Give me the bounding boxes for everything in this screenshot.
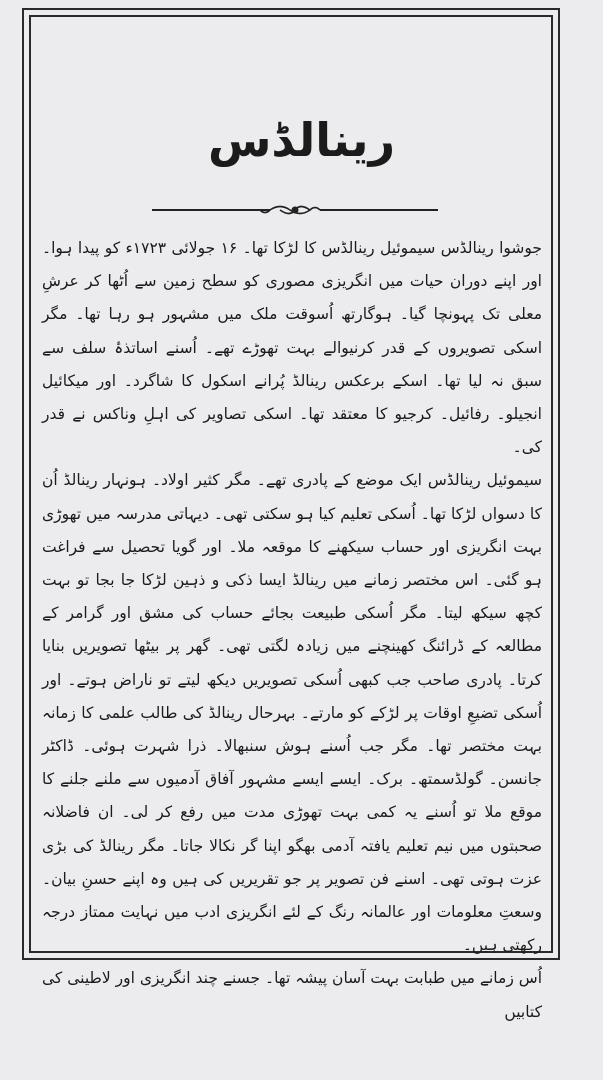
- paragraph-2: سیموئیل رینالڈس ایک موضع کے پادری تھے۔ مگر کثیر اولاد۔ ہونہار رینالڈ اُن کا دسواں لڑکا تھا۔ اُسکی تعلیم کیا ہو سکتی تھی۔ دیہاتی مدرسہ میں تھوڑی بہت انگریزی اور حساب سیکھنے کا موقعہ ملا۔ اور گویا تحصیل سے فراغت ہو گئی۔ اس مختصر زمانے میں رینالڈ ایسا ذکی و ذہین لڑکا جا بجا تو بہت کچھ سیکھ لیتا۔ مگر اُسکی طبیعت بجائے حساب کی مشق اور گرامر کے مطالعہ کے ڈرائنگ کھینچنے میں زیادہ لگتی تھی۔ گھر پر بیٹھا تصویریں بنایا کرتا۔ پادری صاحب جب کبھی اُسکی تصویریں دیکھ لیتے تو ناراض ہوتے۔ اور اُسکی تضیعِ اوقات پر لڑکے کو مارتے۔ بہرحال رینالڈ کی طالب علمی کا زمانہ بہت مختصر تھا۔ مگر جب اُسنے ہوش سنبھالا۔ ذرا شہرت ہوئی۔ ڈاکٹر جانسن۔ گولڈسمتھ۔ برک۔ ایسے ایسے مشہور آفاق آدمیوں سے ملنے جلنے کا موقع ملا تو اُسنے یہ کمی بہت تھوڑی مدت میں رفع کر لی۔ ان فاضلانہ صحبتوں میں نیم تعلیم یافتہ آدمی بھگو اپنا گر نکالا جاتا۔ مگر رینالڈ کی بڑی عزت ہوتی تھی۔ اسنے فن تصویر پر جو تقریریں کی ہیں وہ اپنے حسنِ بیان۔ وسعتِ معلومات اور عالمانہ رنگ کے لئے انگریزی ادب میں نہایت ممتاز درجہ رکھتی ہیں۔: [42, 471, 542, 955]
- article-body: [42, 232, 542, 1029]
- page-title: رینالڈس: [207, 113, 396, 167]
- paragraph-3: اُس زمانے میں طبابت بہت آسان پیشہ تھا۔ جسنے چند انگریزی اور لاطینی کی کتابیں: [42, 969, 542, 1021]
- paragraph-1: جوشوا رینالڈس سیموئیل رینالڈس کا لڑکا تھا۔ ۱۶ جولائی ۱۷۲۳ء کو پیدا ہوا۔ اور اپنے دوران حیات میں انگریزی مصوری کو سطح زمین سے اُٹھا کر عرشِ معلی تک پہونچا گیا۔ ہوگارتھ اُسوقت ملک میں مشہور ہو رہا تھا۔ مگر اسکی تصویروں کے قدر کرنیوالے بہت تھوڑے تھے۔ اُسنے اساتذۂ سلف سے سبق نہ لیا تھا۔ اسکے برعکس رینالڈ پُرانے اسکول کا شاگرد۔ اور میکائیل انجیلو۔ رفائیل۔ کرجیو کا معتقد تھا۔ اسکی تصاویر کی اہلِ وناکس نے قدر کی۔: [42, 239, 542, 457]
- decorative-rule-icon: [150, 200, 440, 220]
